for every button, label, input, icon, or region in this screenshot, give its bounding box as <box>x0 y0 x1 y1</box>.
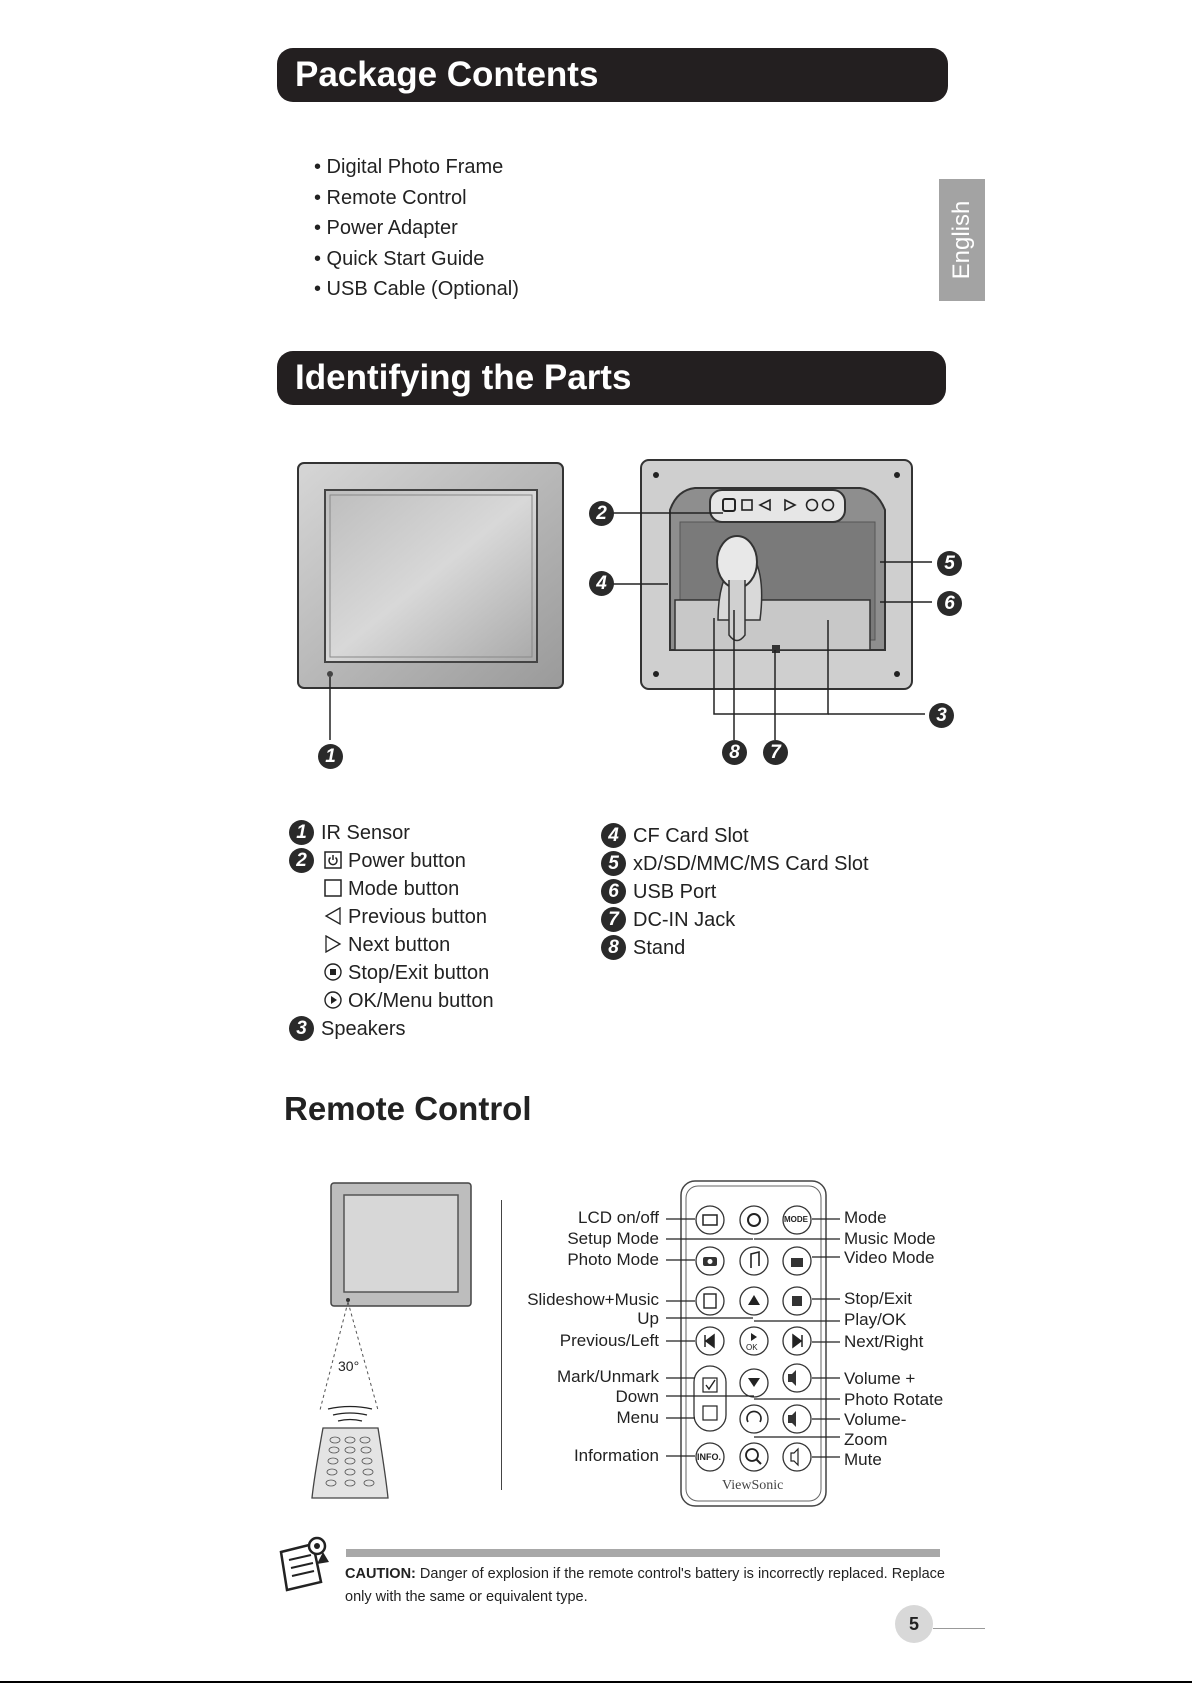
legend-stand: Stand <box>633 937 686 959</box>
legend-num-7: 7 <box>601 907 626 932</box>
page-bottom-border <box>0 1681 1192 1683</box>
language-tab-label: English <box>948 200 975 280</box>
callout-2: 2 <box>589 501 614 526</box>
remote-brand: ViewSonic <box>722 1478 784 1493</box>
legend-ok-menu-button: OK/Menu button <box>348 990 494 1012</box>
ir-sensor <box>327 671 333 677</box>
legend-num-3: 3 <box>289 1016 314 1041</box>
label-up: Up <box>637 1309 659 1328</box>
legend-ir-sensor: IR Sensor <box>321 822 410 844</box>
list-item: • Power Adapter <box>314 217 458 240</box>
divider <box>501 1200 502 1490</box>
callout-8: 8 <box>722 740 747 765</box>
legend-next-button: Next button <box>348 934 451 956</box>
label-mark-unmark: Mark/Unmark <box>556 1367 659 1386</box>
legend-num-5: 5 <box>601 851 626 876</box>
label-volume-plus: Volume + <box>844 1369 916 1388</box>
remote-range-illustration <box>308 1178 478 1508</box>
label-previous-left: Previous/Left <box>559 1331 659 1350</box>
legend-speakers: Speakers <box>321 1018 406 1040</box>
label-play-ok: Play/OK <box>844 1310 907 1329</box>
triangle-left-icon <box>324 907 342 925</box>
list-item: • Quick Start Guide <box>314 247 485 270</box>
caution-label: CAUTION: <box>345 1566 416 1582</box>
remote-mode-button-text: MODE <box>784 1215 808 1224</box>
label-photo-rotate: Photo Rotate <box>844 1390 944 1409</box>
page-number: 5 <box>895 1605 933 1643</box>
remote-leader-lines-right <box>740 1205 850 1475</box>
legend-card-slot: xD/SD/MMC/MS Card Slot <box>633 853 869 875</box>
identifying-parts-title: Identifying the Parts <box>295 358 632 397</box>
legend-cf-card-slot: CF Card Slot <box>633 825 749 847</box>
package-contents-list <box>314 152 519 305</box>
legend-num-4: 4 <box>601 823 626 848</box>
legend-num-2: 2 <box>289 848 314 873</box>
identifying-parts-header <box>277 351 946 405</box>
package-contents-title: Package Contents <box>295 55 599 94</box>
caution-bar <box>346 1549 940 1557</box>
label-stop-exit: Stop/Exit <box>844 1289 913 1308</box>
caution-message: Danger of explosion if the remote control's battery is incorrectly replaced. Replace only with the same or equivalent type. <box>345 1566 945 1605</box>
frame-front <box>298 463 563 740</box>
legend-dc-in-jack: DC-IN Jack <box>633 909 736 931</box>
language-tab <box>939 179 985 301</box>
legend-mode-button: Mode button <box>348 878 460 900</box>
triangle-right-icon <box>324 935 342 953</box>
legend-num-6: 6 <box>601 879 626 904</box>
label-information: Information <box>573 1446 659 1465</box>
remote-ok-button-text: OK <box>746 1343 758 1352</box>
list-item: • Remote Control <box>314 186 467 209</box>
callout-3: 3 <box>929 703 954 728</box>
stop-circle-icon <box>324 963 342 981</box>
legend-num-1: 1 <box>289 820 314 845</box>
legend-num-8: 8 <box>601 935 626 960</box>
callout-1: 1 <box>318 744 343 769</box>
package-contents-header <box>277 48 948 102</box>
list-item: • Digital Photo Frame <box>314 156 504 178</box>
label-mode: Mode <box>844 1208 887 1227</box>
label-photo-mode: Photo Mode <box>567 1250 659 1269</box>
label-menu: Menu <box>616 1408 659 1427</box>
label-setup-mode: Setup Mode <box>567 1229 659 1248</box>
parts-diagram <box>280 450 980 780</box>
label-volume-minus: Volume- <box>844 1410 907 1429</box>
label-next-right: Next/Right <box>844 1332 924 1351</box>
legend-usb-port: USB Port <box>633 881 717 903</box>
page-number-line <box>933 1628 985 1629</box>
callout-6: 6 <box>937 591 962 616</box>
parts-legend-left <box>289 819 589 1043</box>
legend-stop-exit-button: Stop/Exit button <box>348 962 490 984</box>
label-lcd-on-off: LCD on/off <box>578 1208 659 1227</box>
callout-5: 5 <box>937 551 962 576</box>
square-icon <box>324 879 342 897</box>
legend-power-button: Power button <box>348 850 466 872</box>
label-music-mode: Music Mode <box>844 1229 936 1248</box>
power-icon <box>324 851 342 869</box>
label-down: Down <box>615 1387 659 1406</box>
play-circle-icon <box>324 991 342 1009</box>
remote-info-button-text: INFO. <box>697 1452 721 1462</box>
label-video-mode: Video Mode <box>844 1248 935 1267</box>
legend-previous-button: Previous button <box>348 906 487 928</box>
caution-icon <box>277 1534 335 1594</box>
angle-label: 30° <box>338 1358 360 1374</box>
parts-legend-right <box>601 822 921 962</box>
label-slideshow-music: Slideshow+Music <box>527 1290 659 1309</box>
label-mute: Mute <box>844 1450 882 1469</box>
callout-7: 7 <box>763 740 788 765</box>
remote-control-title: Remote Control <box>284 1090 532 1127</box>
callout-4: 4 <box>589 571 614 596</box>
label-zoom: Zoom <box>844 1430 888 1449</box>
list-item: • USB Cable (Optional) <box>314 278 519 301</box>
caution-text <box>345 1563 945 1609</box>
frame-back <box>641 460 912 689</box>
